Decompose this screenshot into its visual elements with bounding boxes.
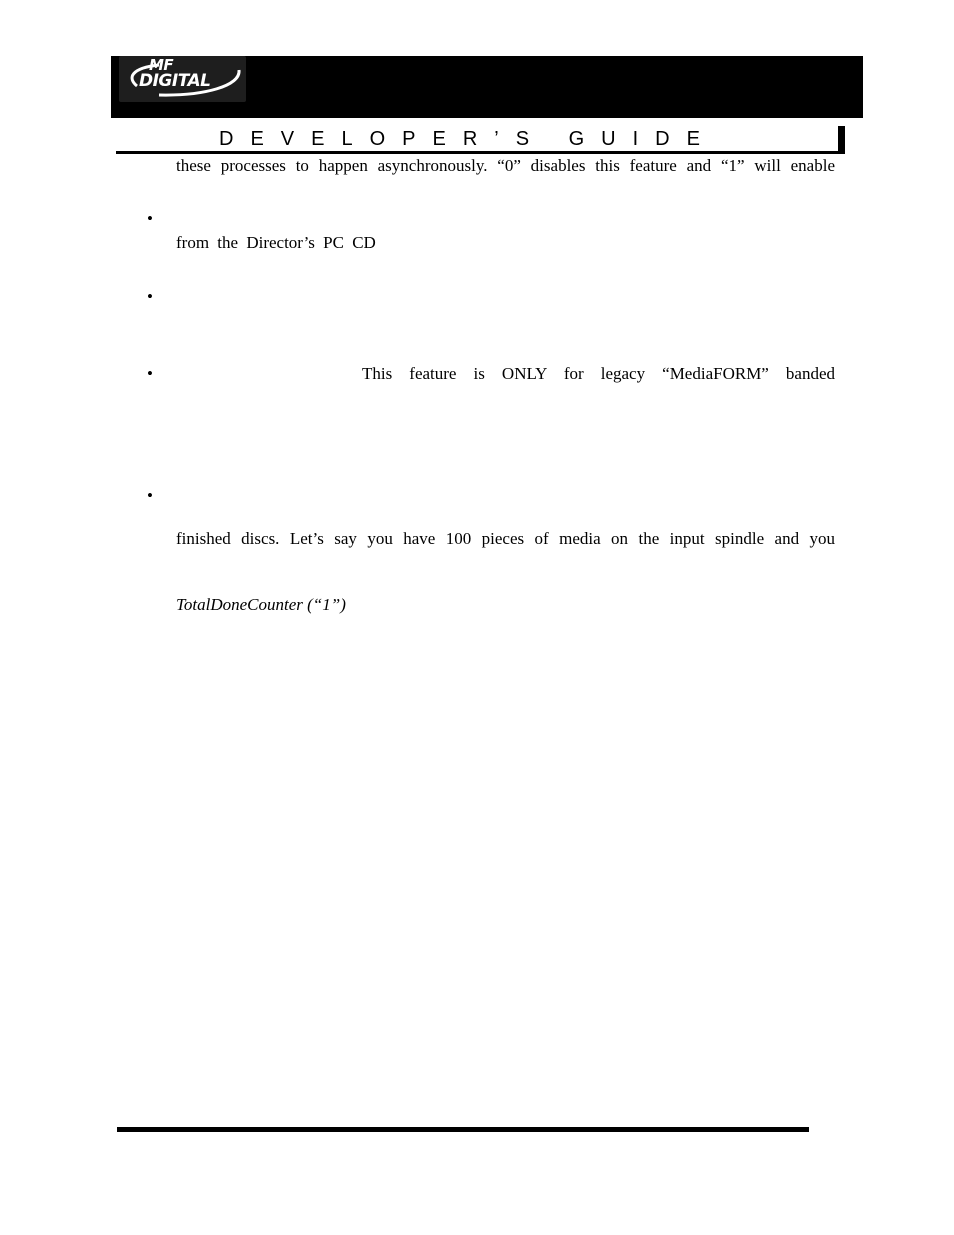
bullet-3-text: This feature is ONLY for legacy “MediaFORM” banded: [362, 364, 835, 383]
bullet-4: •: [147, 486, 153, 505]
title-right-bar: [838, 126, 845, 154]
bullet-3: •: [147, 364, 153, 383]
logo-text-mf: MF: [149, 56, 174, 74]
header-bar: [111, 56, 863, 118]
paragraph-line: these processes to happen asynchronously. “0” disables this feature and “1” will enable: [176, 156, 835, 175]
bullet-1-text: from the Director’s PC CD: [176, 233, 376, 252]
bullet-4-text: finished discs. Let’s say you have 100 pieces of media on the input spindle and you: [176, 529, 835, 548]
page-title: DEVELOPER’S GUIDE: [219, 128, 717, 150]
footer-rule: [117, 1127, 809, 1132]
logo-text-digital: DIGITAL: [139, 71, 211, 91]
mf-digital-logo: [119, 56, 246, 102]
bullet-2: •: [147, 287, 153, 306]
bullet-1: •: [147, 209, 153, 228]
title-underline: [116, 151, 845, 154]
bullet-4-code: TotalDoneCounter (“1”): [176, 595, 346, 614]
